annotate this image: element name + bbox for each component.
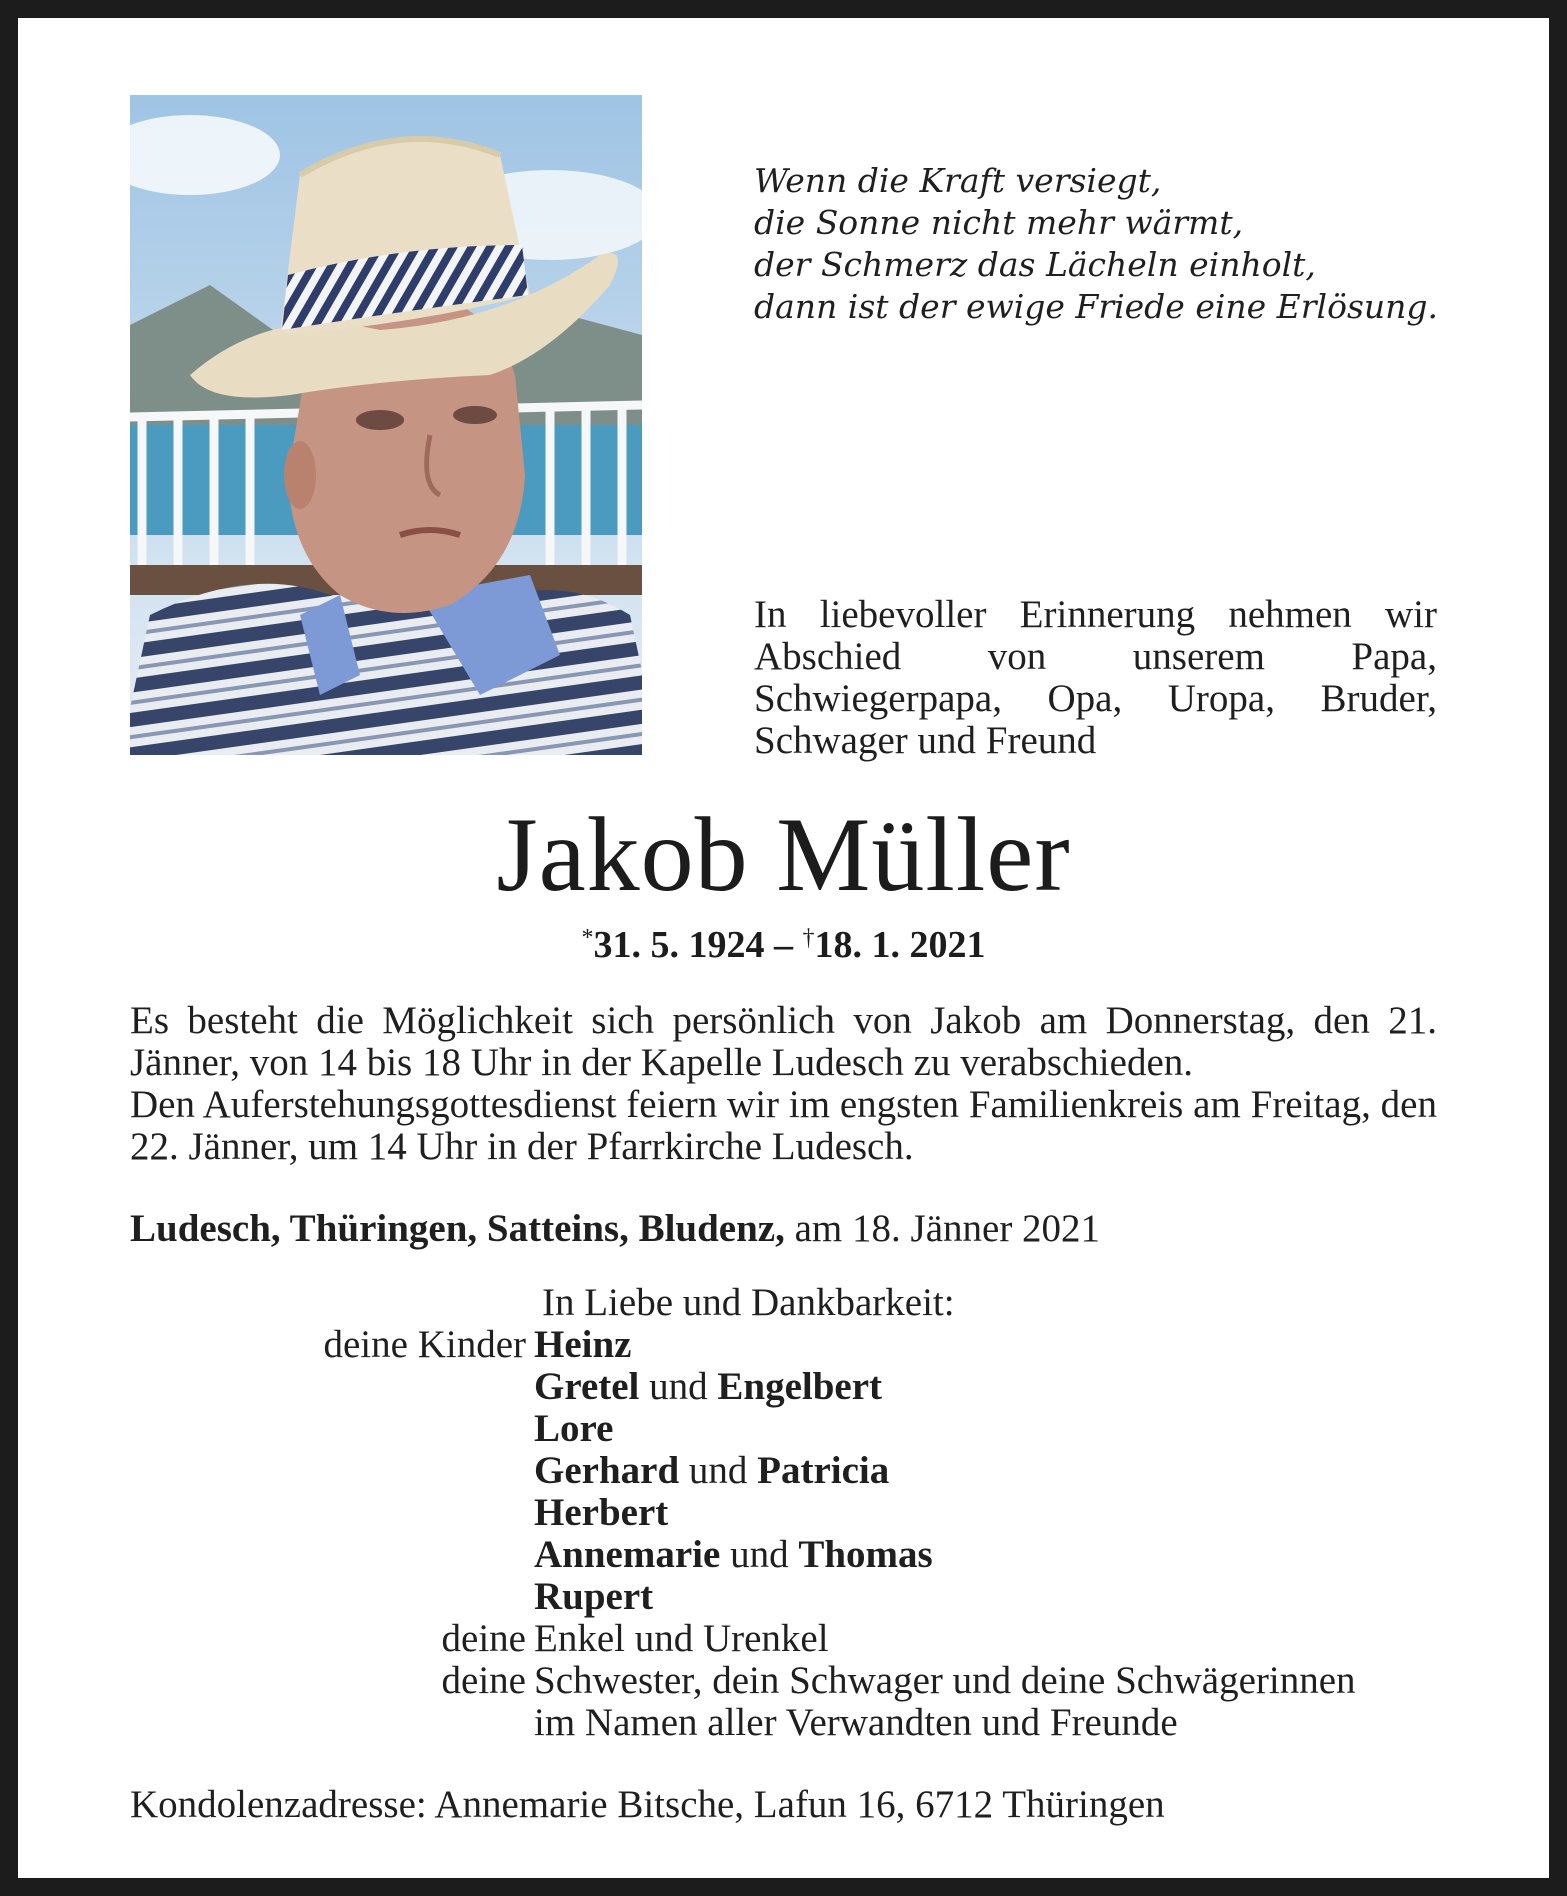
child-name: Annemarie — [534, 1533, 721, 1576]
family-row — [130, 1366, 1437, 1408]
child-name: Rupert — [534, 1575, 654, 1618]
and-word: und — [679, 1449, 758, 1492]
child-name: Gretel — [534, 1365, 640, 1408]
family-list — [130, 1324, 1437, 1744]
condolence-address: Kondolenzadresse: Annemarie Bitsche, Lafun 16, 6712 Thüringen — [130, 1783, 1165, 1826]
place-towns: Ludesch, Thüringen, Satteins, Bludenz, — [130, 1207, 785, 1250]
poem-line: der Schmerz das Lächeln einholt, — [754, 245, 1316, 284]
family-row — [130, 1618, 1437, 1660]
poem-line: Wenn die Kraft versiegt, — [754, 161, 1162, 200]
death-symbol: † — [802, 925, 815, 951]
place-date: am 18. Jänner 2021 — [784, 1207, 1101, 1250]
family-row — [130, 1660, 1437, 1702]
mass-paragraph: Den Auferstehungsgottesdienst feiern wir im engsten Familienkreis am Freitag, den 22. Jänner, um 14 Uhr in der Pfarrkirche Ludesch. — [130, 1083, 1437, 1168]
date-separator: – — [764, 924, 803, 966]
children-label: deine Kinder — [323, 1323, 526, 1366]
family-row — [130, 1534, 1437, 1576]
family-row — [130, 1492, 1437, 1534]
child-name: Herbert — [534, 1491, 669, 1534]
and-word: und — [720, 1533, 799, 1576]
partner-name: Patricia — [757, 1449, 890, 1492]
family-row — [130, 1450, 1437, 1492]
siblings-text: Schwester, dein Schwager und deine Schwägerinnen — [534, 1659, 1356, 1702]
closing-text: im Namen aller Verwandten und Freunde — [534, 1701, 1178, 1744]
intro-text: In liebevoller Erinnerung nehmen wir Abschied von unserem Papa, Schwiegerpapa, Opa, Uropa, Bruder, Schwager und Freund — [754, 593, 1437, 762]
poem-line: dann ist der ewige Friede eine Erlösung. — [754, 287, 1439, 326]
child-name: Gerhard — [534, 1449, 680, 1492]
poem-verse — [754, 160, 1474, 328]
family-row — [130, 1702, 1437, 1744]
family-row — [130, 1324, 1437, 1366]
grandchildren-label: deine — [441, 1617, 526, 1660]
place-date-line — [130, 1208, 1437, 1250]
service-details — [130, 1000, 1437, 1168]
partner-name: Thomas — [798, 1533, 933, 1576]
birth-symbol: * — [581, 925, 594, 951]
family-row — [130, 1408, 1437, 1450]
deceased-name: Jakob Müller — [496, 796, 1071, 913]
death-date: 18. 1. 2021 — [814, 924, 986, 966]
child-name: Heinz — [534, 1323, 632, 1366]
portrait-photo — [130, 95, 642, 755]
life-dates — [0, 916, 1567, 967]
birth-date: 31. 5. 1924 — [593, 924, 765, 966]
siblings-label: deine — [441, 1659, 526, 1702]
farewell-paragraph: Es besteht die Möglichkeit sich persönlich von Jakob am Donnerstag, den 21. Jänner, von 14 bis 18 Uhr in der Kapelle Ludesch zu verabschieden. — [130, 999, 1437, 1084]
family-row — [130, 1576, 1437, 1618]
child-name: Lore — [534, 1407, 614, 1450]
partner-name: Engelbert — [717, 1365, 883, 1408]
thanks-line: In Liebe und Dankbarkeit: — [542, 1281, 955, 1324]
grandchildren-text: Enkel und Urenkel — [534, 1617, 829, 1660]
and-word: und — [639, 1365, 718, 1408]
poem-line: die Sonne nicht mehr wärmt, — [754, 203, 1244, 242]
